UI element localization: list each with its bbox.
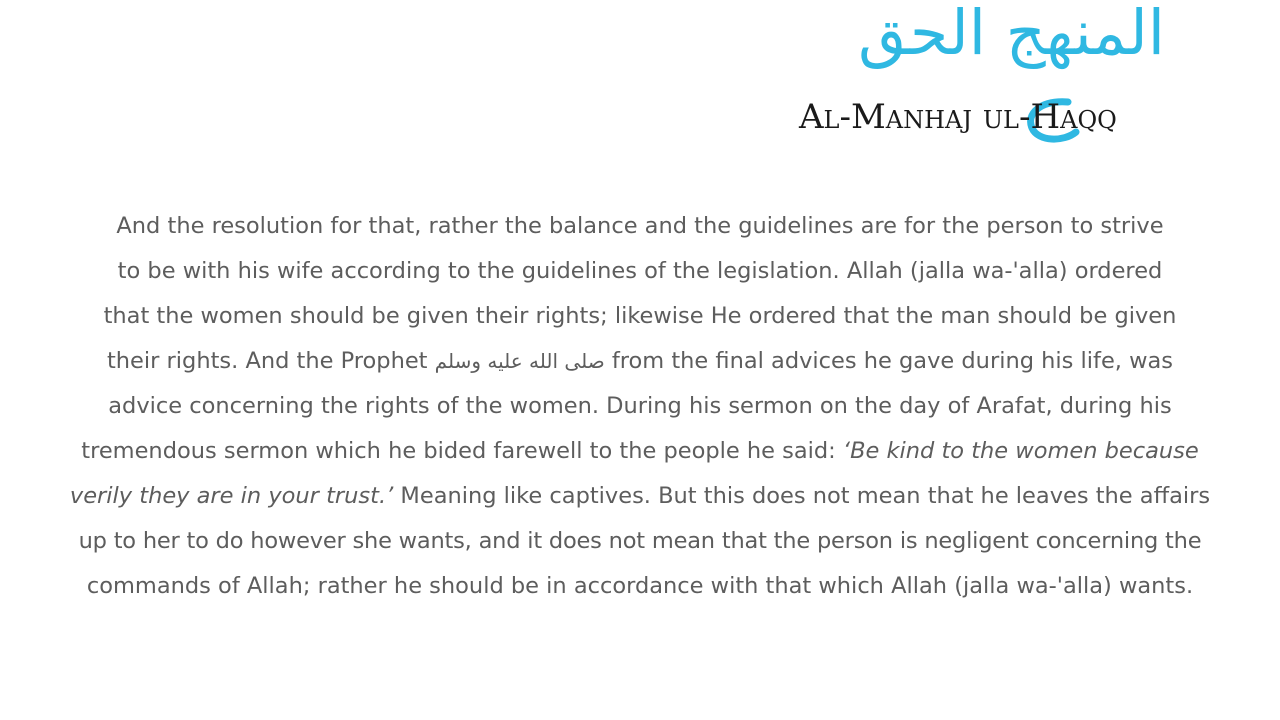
paragraph-line-7 [20,474,1260,519]
honorific-arabic-text: صلى الله عليه وسلم [434,349,605,373]
hadith-quote-part-1: ‘Be kind to the women because [842,438,1199,464]
paragraph-line-4-end: from the final advices he gave during his life, was [604,348,1174,374]
logo [795,0,1280,160]
paragraph-line-3: that the women should be given their rights; likewise He ordered that the man should be given [103,303,1177,329]
paragraph-line-1: And the resolution for that, rather the balance and the guidelines are for the person to strive [116,213,1164,239]
paragraph-line-4 [20,339,1260,384]
logo-arabic-text: المنهج الحق [858,0,1165,69]
paragraph-line-4-start: their rights. And the Prophet [106,348,435,374]
paragraph-line-6 [20,429,1260,474]
hadith-quote-part-2: verily they are in your trust.’ [69,483,394,509]
paragraph-line-9: commands of Allah; rather he should be in accordance with that which Allah (jalla wa-'alla) wants. [86,573,1194,599]
paragraph-line-2: to be with his wife according to the guidelines of the legislation. Allah (jalla wa-'alla) ordered [117,258,1163,284]
paragraph-line-8: up to her to do however she wants, and it does not mean that the person is negligent concerning the [78,528,1202,554]
paragraph-line-7-end: Meaning like captives. But this does not mean that he leaves the affairs [393,483,1211,509]
transcript-paragraph [20,204,1260,609]
paragraph-line-5: advice concerning the rights of the women. During his sermon on the day of Arafat, during his [108,393,1172,419]
logo-english-text: Al-Manhaj ul-Haqq [799,97,1117,137]
paragraph-line-6-start: tremendous sermon which he bided farewell to the people he said: [81,438,843,464]
